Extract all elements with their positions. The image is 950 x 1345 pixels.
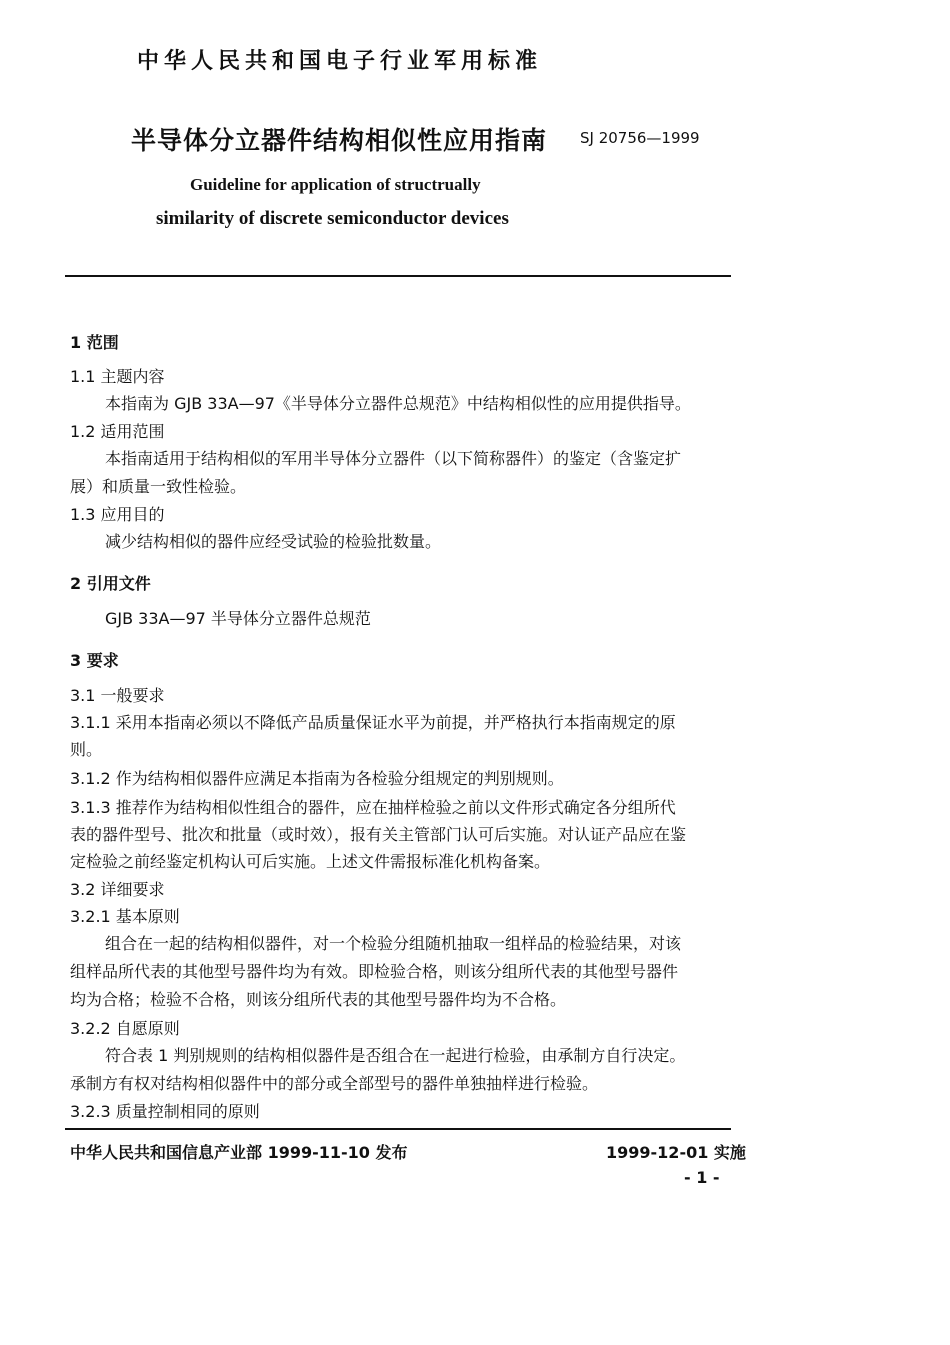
section-3-2-1-text-line3: 均为合格；检验不合格，则该分组所代表的其他型号器件均为不合格。 (70, 990, 567, 1009)
section-1-2-text-line2: 展）和质量一致性检验。 (70, 477, 247, 496)
section-1-2-heading: 1.2 适用范围 (70, 422, 165, 441)
document-title: 半导体分立器件结构相似性应用指南 (131, 126, 548, 155)
section-3-1-3-line2: 表的器件型号、批次和批量（或时效），报有关主管部门认可后实施。对认证产品应在鉴 (70, 825, 687, 844)
section-3-2-1-heading: 3.2.1 基本原则 (70, 907, 180, 926)
issue-statement: 中华人民共和国信息产业部 1999-11-10 发布 (70, 1143, 408, 1162)
standard-code: SJ 20756—1999 (580, 129, 700, 147)
standard-series: 中华人民共和国电子行业军用标准 (137, 49, 543, 74)
section-3-2-1-text-line1: 组合在一起的结构相似器件，对一个检验分组随机抽取一组样品的检验结果，对该 (105, 934, 682, 953)
english-title-line1: Guideline for application of structrually (190, 175, 481, 194)
section-3-2-1-text-line2: 组样品所代表的其他型号器件均为有效。即检验合格，则该分组所代表的其他型号器件 (70, 962, 679, 981)
section-3-1-heading: 3.1 一般要求 (70, 686, 165, 705)
section-3-1-3-line3: 定检验之前经鉴定机构认可后实施。上述文件需报标准化机构备案。 (70, 852, 551, 871)
section-3-heading: 3 要求 (70, 651, 119, 670)
english-title-line2: similarity of discrete semiconductor devices (156, 208, 509, 229)
section-2-heading: 2 引用文件 (70, 574, 151, 593)
page-number: - 1 - (684, 1168, 720, 1187)
footer-divider (65, 1128, 731, 1130)
section-3-1-3-line1: 3.1.3 推荐作为结构相似性组合的器件，应在抽样检验之前以文件形式确定各分组所代 (70, 798, 676, 817)
section-3-1-2: 3.1.2 作为结构相似器件应满足本指南为各检验分组规定的判别规则。 (70, 769, 564, 788)
section-3-2-3-heading: 3.2.3 质量控制相同的原则 (70, 1102, 260, 1121)
header-divider (65, 275, 731, 277)
section-3-2-2-text-line1: 符合表 1 判别规则的结构相似器件是否组合在一起进行检验，由承制方自行决定。 (105, 1046, 686, 1065)
effective-date: 1999-12-01 实施 (606, 1143, 746, 1162)
section-3-2-2-heading: 3.2.2 自愿原则 (70, 1019, 180, 1038)
section-1-2-text-line1: 本指南适用于结构相似的军用半导体分立器件（以下简称器件）的鉴定（含鉴定扩 (105, 449, 682, 468)
section-3-1-1-line1: 3.1.1 采用本指南必须以不降低产品质量保证水平为前提，并严格执行本指南规定的原 (70, 713, 676, 732)
section-1-3-heading: 1.3 应用目的 (70, 505, 165, 524)
section-1-1-heading: 1.1 主题内容 (70, 367, 165, 386)
section-2-text: GJB 33A—97 半导体分立器件总规范 (105, 609, 371, 628)
section-3-1-1-line2: 则。 (70, 740, 103, 759)
section-3-2-heading: 3.2 详细要求 (70, 880, 165, 899)
section-1-heading: 1 范围 (70, 333, 119, 352)
section-1-3-text: 减少结构相似的器件应经受试验的检验批数量。 (105, 532, 442, 551)
section-1-1-text: 本指南为 GJB 33A—97《半导体分立器件总规范》中结构相似性的应用提供指导。 (105, 394, 691, 413)
section-3-2-2-text-line2: 承制方有权对结构相似器件中的部分或全部型号的器件单独抽样进行检验。 (70, 1074, 599, 1093)
